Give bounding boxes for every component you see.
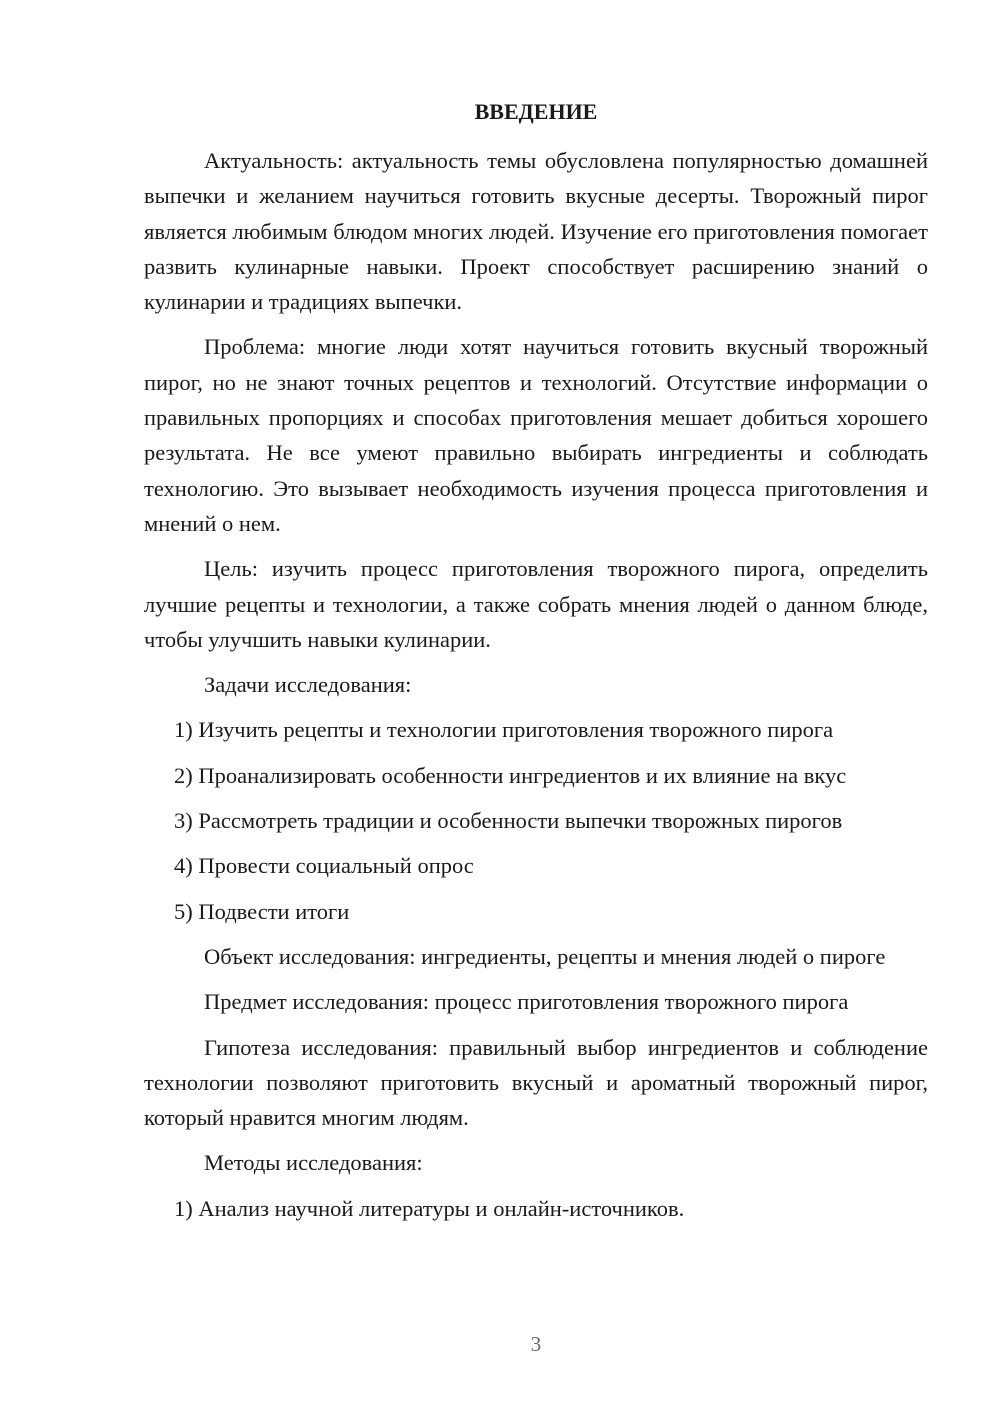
paragraph-hypothesis: Гипотеза исследования: правильный выбор ингредиентов и соблюдение технологии позволяют приготовить вкусный и ароматный творожный пирог, который нравится многим людям.	[144, 1034, 928, 1131]
page-title: ВВЕДЕНИЕ	[474, 99, 598, 124]
page-number: 3	[530, 1332, 542, 1356]
method-item-1: 1) Анализ научной литературы и онлайн-источников.	[174, 1195, 685, 1221]
methods-heading: Методы исследования:	[204, 1150, 423, 1176]
task-item-1: 1) Изучить рецепты и технологии приготовления творожного пирога	[174, 717, 834, 743]
task-item-4: 4) Провести социальный опрос	[174, 853, 474, 879]
document-page	[144, 0, 928, 1414]
tasks-heading: Задачи исследования:	[204, 672, 412, 698]
paragraph-relevance: Актуальность: актуальность темы обусловлена популярностью домашней выпечки и желанием научиться готовить вкусные десерты. Творожный пирог является любимым блюдом многих людей. Изучение его приготовления помогает развить кулинарные навыки. Проект способствует расширению знаний о кулинарии и традициях выпечки.	[144, 148, 928, 315]
task-item-5: 5) Подвести итоги	[174, 898, 350, 924]
document-body	[144, 143, 928, 1236]
task-item-3: 3) Рассмотреть традиции и особенности выпечки творожных пирогов	[174, 808, 843, 834]
paragraph-object: Объект исследования: ингредиенты, рецепты и мнения людей о пироге	[204, 943, 886, 969]
task-item-2: 2) Проанализировать особенности ингредиентов и их влияние на вкус	[174, 762, 847, 788]
paragraph-goal: Цель: изучить процесс приготовления творожного пирога, определить лучшие рецепты и технологии, а также собрать мнения людей о данном блюде, чтобы улучшить навыки кулинарии.	[144, 556, 928, 652]
paragraph-subject: Предмет исследования: процесс приготовления творожного пирога	[204, 989, 849, 1015]
paragraph-problem: Проблема: многие люди хотят научиться готовить вкусный творожный пирог, но не знают точных рецептов и технологий. Отсутствие информации о правильных пропорциях и способах приготовления мешает добиться хорошего результата. Не все умеют правильно выбирать ингредиенты и соблюдать технологию. Это вызывает необходимость изучения процесса приготовления и мнений о нем.	[144, 334, 928, 536]
